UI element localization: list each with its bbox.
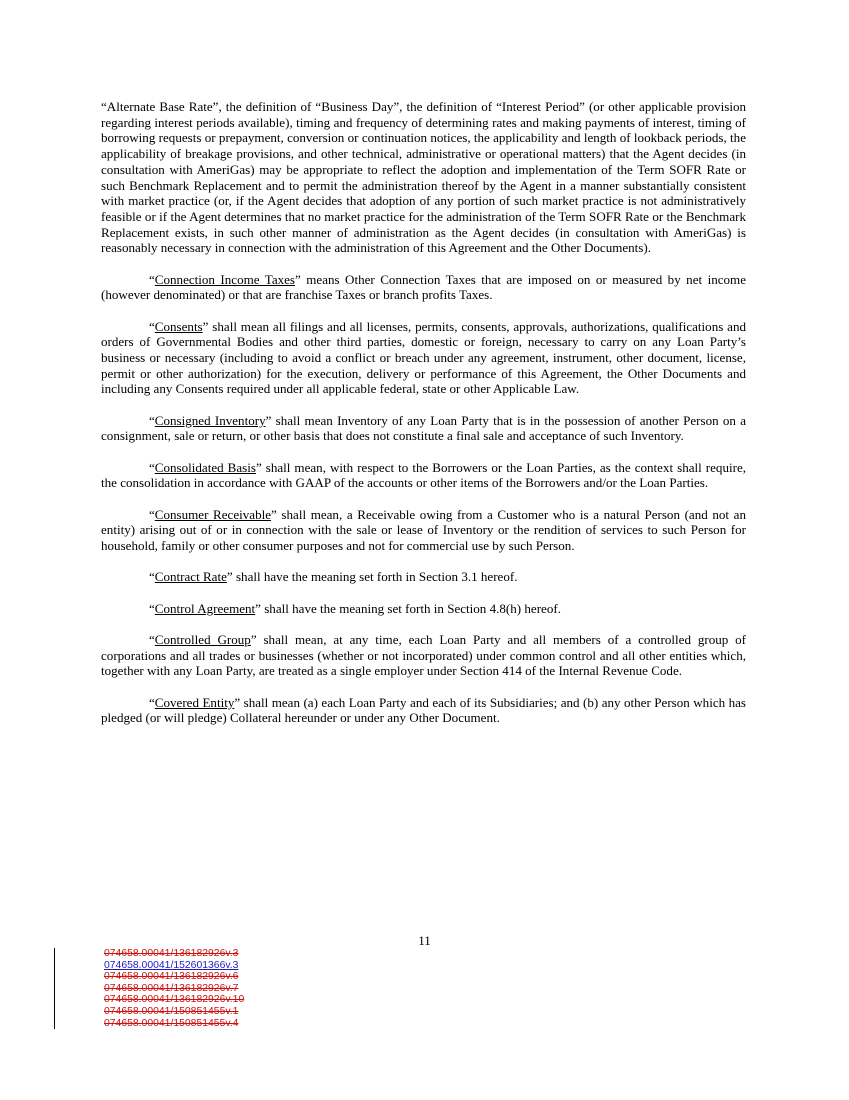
- definition-control-agreement: “Control Agreement” shall have the meaning set forth in Section 4.8(h) hereof.: [149, 600, 561, 616]
- doc-id-deleted: 074658.00041/150851455v.4: [104, 1017, 239, 1029]
- definition-text: shall mean (a) each Loan Party and each of its Subsidiaries; and (b) any other Person which has pledged (or will pledge) Collateral hereunder or under any Other Document.: [101, 694, 746, 726]
- document-id-stack: [54, 948, 244, 1029]
- definition-consigned-inventory: “Consigned Inventory” shall mean Inventory of any Loan Party that is in the possession of another Person on a consignment, sale or return, or other basis that does not constitute a final sale and acceptance of such Inventory.: [101, 412, 746, 444]
- definition-text: shall mean Inventory of any Loan Party that is in the possession of another Person on a consignment, sale or return, or other basis that does not constitute a final sale and acceptance of such Inventory.: [101, 412, 746, 444]
- doc-id-deleted: 074658.00041/150851455v.1: [104, 1005, 239, 1017]
- definition-consents: “Consents” shall mean all filings and all licenses, permits, consents, approvals, authorizations, qualifications and orders of Governmental Bodies and other third parties, domestic or foreign, necessary to carry on any Loan Party’s business or necessary (including to avoid a conflict or breach under any agreement, instrument, other document, license, permit or other authorization) for the execution, delivery or performance of this Agreement, the Other Documents and including any Consents required under all applicable federal, state or other Applicable Law.: [101, 318, 746, 397]
- definition-controlled-group: “Controlled Group” shall mean, at any time, each Loan Party and all members of a controlled group of corporations and all trades or businesses (whether or not incorporated) under common control and all other entities which, together with any Loan Party, are treated as a single employer under Section 414 of the Internal Revenue Code.: [101, 632, 747, 679]
- definition-text: shall have the meaning set forth in Section 4.8(h) hereof.: [260, 600, 561, 616]
- doc-id-deleted: 074658.00041/136182926v.6: [104, 971, 239, 983]
- definition-text: means Other Connection Taxes that are imposed on or measured by net income (however denominated) or that are franchise Taxes or branch profits Taxes.: [101, 271, 746, 303]
- defined-term: Control Agreement: [154, 600, 256, 616]
- definition-contract-rate: “Contract Rate” shall have the meaning set forth in Section 3.1 hereof.: [149, 569, 518, 585]
- doc-id-current: 074658.00041/152601366v.3: [104, 959, 239, 971]
- doc-id-deleted: 074658.00041/136182926v.7: [104, 982, 239, 994]
- definition-connection-income-taxes: “Connection Income Taxes” means Other Connection Taxes that are imposed on or measured by net income (however denominated) or that are franchise Taxes or branch profits Taxes.: [101, 271, 746, 303]
- definition-text: shall mean, a Receivable owing from a Customer who is a natural Person (and not an entity) arising out of or in connection with the sale or lease of Inventory or the rendition of services to such Person for household, family or other consumer purposes and not for commercial use by such Person.: [101, 506, 746, 554]
- definition-consolidated-basis: “Consolidated Basis” shall mean, with respect to the Borrowers or the Loan Parties, as the context shall require, the consolidation in accordance with GAAP of the accounts or other items of the Borrowers and/or the Loan Parties.: [101, 459, 746, 491]
- defined-term: Connection Income Taxes: [154, 271, 295, 287]
- page-number: 11: [418, 933, 431, 948]
- defined-term: Consents: [154, 318, 203, 334]
- definition-text: shall mean all filings and all licenses, permits, consents, approvals, authorizations, qualifications and orders of Governmental Bodies and other third parties, domestic or foreign, necessary to carry on any Loan Party’s business or necessary (including to avoid a conflict or breach under any agreement, instrument, other document, license, permit or other authorization) for the execution, delivery or performance of this Agreement, the Other Documents and including any Consents required under all applicable federal, state or other Applicable Law.: [101, 318, 746, 397]
- doc-id-deleted: 074658.00041/136182926v.10: [104, 994, 245, 1006]
- defined-term: Controlled Group: [154, 632, 251, 648]
- defined-term: Consolidated Basis: [154, 459, 256, 475]
- definition-text: shall mean, at any time, each Loan Party and all members of a controlled group of corporations and all trades or businesses (whether or not incorporated) under common control and all other entities which, together with any Loan Party, are treated as a single employer under Section 414 of the Internal Revenue Code.: [101, 632, 747, 679]
- definition-text: shall mean, with respect to the Borrowers or the Loan Parties, as the context shall require, the consolidation in accordance with GAAP of the accounts or other items of the Borrowers and/or the Loan Parties.: [101, 459, 746, 491]
- defined-term: Covered Entity: [154, 694, 235, 710]
- defined-term: Contract Rate: [154, 569, 227, 585]
- definition-consumer-receivable: “Consumer Receivable” shall mean, a Receivable owing from a Customer who is a natural Person (and not an entity) arising out of or in connection with the sale or lease of Inventory or the rendition of services to such Person for household, family or other consumer purposes and not for commercial use by such Person.: [101, 506, 746, 554]
- definition-covered-entity: “Covered Entity” shall mean (a) each Loan Party and each of its Subsidiaries; and (b) any other Person which has pledged (or will pledge) Collateral hereunder or under any Other Document.: [101, 694, 746, 726]
- doc-id-deleted: 074658.00041/136182926v.3: [104, 948, 239, 959]
- definition-text: shall have the meaning set forth in Section 3.1 hereof.: [232, 569, 518, 585]
- defined-term: Consigned Inventory: [154, 412, 266, 428]
- continuation-paragraph: “Alternate Base Rate”, the definition of “Business Day”, the definition of “Interest Period” (or other applicable provision regarding interest periods available), timing and frequency of determining rates and making payments of interest, timing of borrowing requests or prepayment, conversion or continuation notices, the applicability and length of lookback periods, the applicability of breakage provisions, and other technical, administrative or operational matters) that the Agent decides (in consultation with AmeriGas) may be appropriate to reflect the adoption and implementation of the Term SOFR Rate or such Benchmark Replacement and to permit the administration thereof by the Agent in a manner substantially consistent with market practice (or, if the Agent decides that adoption of any portion of such market practice is not administratively feasible or if the Agent determines that no market practice for the administration of the Term SOFR Rate or the Benchmark Replacement exists, in such other manner of administration as the Agent decides (in consultation with AmeriGas) is reasonably necessary in connection with the administration of this Agreement and the Other Documents).: [101, 99, 746, 256]
- document-body: [101, 99, 746, 742]
- defined-term: Consumer Receivable: [154, 506, 272, 522]
